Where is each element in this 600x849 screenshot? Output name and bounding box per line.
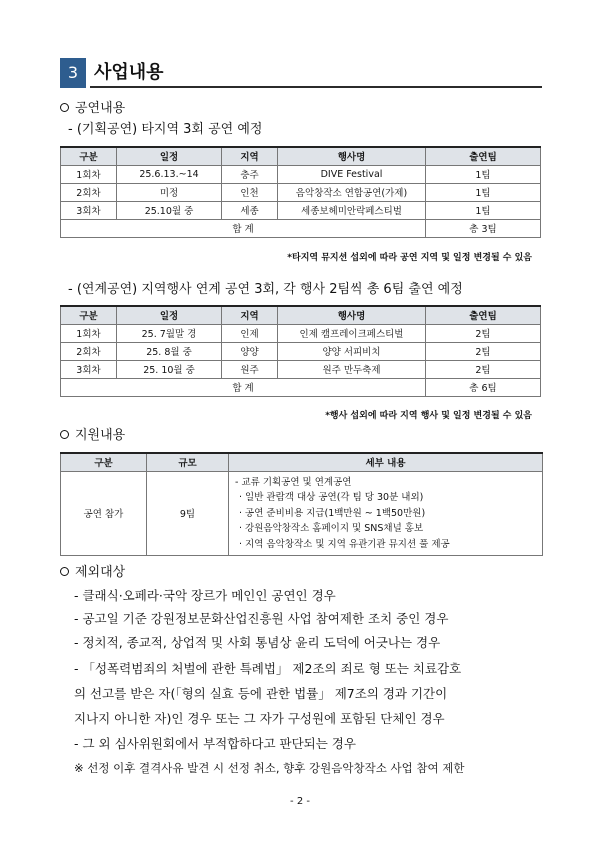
- planned-note: *타지역 뮤지션 섭외에 따라 공연 지역 및 일정 변경될 수 있음: [287, 253, 532, 263]
- table-cell: 음악창작소 연합공연(가제): [278, 183, 426, 201]
- table-header-cell: 구분: [61, 453, 147, 471]
- table-cell: 세종: [222, 201, 278, 219]
- exclusion-heading: 제외대상: [60, 564, 125, 582]
- table-cell: 원주 만두축제: [278, 360, 426, 378]
- section-number: 3: [60, 58, 86, 88]
- table-header-cell: 지역: [222, 306, 278, 324]
- table-total-row: [61, 219, 541, 237]
- exclusion-line: 의 선고를 받은 자(「형의 실효 등에 관한 법률」 제7조의 경과 기간이: [74, 686, 448, 701]
- total-value: 총 6팀: [426, 378, 541, 396]
- section-title: 사업내용: [94, 62, 164, 83]
- linked-table: [60, 305, 541, 397]
- table-cell: 1팀: [426, 165, 541, 183]
- exclusion-line: 지나지 아니한 자)인 경우 또는 그 자가 구성원에 포함된 단체인 경우: [74, 711, 445, 726]
- table-cell: 25.10월 중: [117, 201, 222, 219]
- table-cell: 3회차: [61, 201, 117, 219]
- exclusion-line: - 클래식·오페라·국악 장르가 메인인 공연인 경우: [74, 588, 336, 603]
- table-cell: 양양: [222, 342, 278, 360]
- support-category: 공연 참가: [61, 471, 147, 556]
- table-cell: 25. 10월 중: [117, 360, 222, 378]
- table-header-cell: 출연팀: [426, 306, 541, 324]
- table-cell: 인천: [222, 183, 278, 201]
- table-header-cell: 지역: [222, 147, 278, 165]
- support-table: [60, 452, 543, 556]
- table-row: [61, 165, 541, 183]
- table-header-row: [61, 147, 541, 165]
- page-number: - 2 -: [290, 796, 310, 807]
- table-cell: 2팀: [426, 360, 541, 378]
- table-cell: 인제: [222, 324, 278, 342]
- table-row: [61, 183, 541, 201]
- table-header-cell: 세부 내용: [229, 453, 543, 471]
- table-cell: 3회차: [61, 360, 117, 378]
- table-header-cell: 일정: [117, 306, 222, 324]
- table-cell: 인제 캠프레이크페스티벌: [278, 324, 426, 342]
- table-cell: 충주: [222, 165, 278, 183]
- total-label: 합 계: [61, 219, 426, 237]
- table-total-row: [61, 378, 541, 396]
- table-row: [61, 342, 541, 360]
- table-cell: 1회차: [61, 324, 117, 342]
- table-cell: 25. 7월말 경: [117, 324, 222, 342]
- table-cell: 2회차: [61, 183, 117, 201]
- total-label: 합 계: [61, 378, 426, 396]
- table-cell: 25. 8월 중: [117, 342, 222, 360]
- planned-table: [60, 146, 541, 238]
- table-cell: 2팀: [426, 324, 541, 342]
- exclusion-line: - 「성폭력범죄의 처벌에 관한 특례법」 제2조의 죄로 형 또는 치료감호: [74, 661, 462, 676]
- linked-note: *행사 섭외에 따라 지역 행사 및 일정 변경될 수 있음: [325, 411, 532, 421]
- table-cell: DIVE Festival: [278, 165, 426, 183]
- support-heading: 지원내용: [60, 427, 125, 445]
- total-value: 총 3팀: [426, 219, 541, 237]
- table-row: [61, 201, 541, 219]
- table-cell: 원주: [222, 360, 278, 378]
- detail-line: · 일반 관람객 대상 공연(각 팀 당 30분 내외): [239, 492, 424, 503]
- table-header-cell: 행사명: [278, 147, 426, 165]
- linked-title: - (연계공연) 지역행사 연계 공연 3회, 각 행사 2팀씩 총 6팀 출연 예정: [68, 282, 463, 297]
- table-header-row: [61, 453, 543, 471]
- table-row: [61, 360, 541, 378]
- table-cell: 1팀: [426, 183, 541, 201]
- table-header-cell: 규모: [147, 453, 229, 471]
- circle-bullet-icon: [60, 430, 69, 439]
- detail-line: · 강원음악창작소 홈페이지 및 SNS채널 홍보: [239, 523, 424, 534]
- table-header-cell: 구분: [61, 147, 117, 165]
- table-cell: 세종보헤미안락페스티벌: [278, 201, 426, 219]
- table-cell: 미정: [117, 183, 222, 201]
- exclusion-line: - 공고일 기준 강원정보문화산업진흥원 사업 참여제한 조치 중인 경우: [74, 611, 449, 626]
- detail-line: - 교류 기획공연 및 연계공연: [235, 476, 352, 488]
- table-row: [61, 324, 541, 342]
- table-header-cell: 행사명: [278, 306, 426, 324]
- section-underline: [90, 86, 542, 88]
- circle-bullet-icon: [60, 567, 69, 576]
- table-header-row: [61, 306, 541, 324]
- detail-line: · 지역 음악창작소 및 지역 유관기관 뮤지션 풀 제공: [239, 538, 450, 550]
- table-header-cell: 구분: [61, 306, 117, 324]
- table-header-cell: 일정: [117, 147, 222, 165]
- detail-line: · 공연 준비비용 지급(1백만원 ~ 1백50만원): [239, 507, 426, 519]
- table-cell: 2팀: [426, 342, 541, 360]
- table-row: [61, 471, 543, 556]
- exclusion-note: ※ 선정 이후 결격사유 발견 시 선정 취소, 향후 강원음악창작소 사업 참여 제한: [74, 761, 465, 775]
- circle-bullet-icon: [60, 103, 69, 112]
- support-scale: 9팀: [147, 471, 229, 556]
- table-cell: 양양 서피비치: [278, 342, 426, 360]
- table-cell: 2회차: [61, 342, 117, 360]
- performance-heading: 공연내용: [60, 100, 125, 118]
- table-header-cell: 출연팀: [426, 147, 541, 165]
- table-cell: 1회차: [61, 165, 117, 183]
- table-cell: 25.6.13.~14: [117, 165, 222, 183]
- support-details: [229, 471, 543, 556]
- planned-title: - (기획공연) 타지역 3회 공연 예정: [68, 122, 263, 137]
- exclusion-line: - 정치적, 종교적, 상업적 및 사회 통념상 윤리 도덕에 어긋나는 경우: [74, 635, 441, 650]
- table-cell: 1팀: [426, 201, 541, 219]
- exclusion-line: - 그 외 심사위원회에서 부적합하다고 판단되는 경우: [74, 736, 356, 751]
- section-header: [60, 58, 542, 88]
